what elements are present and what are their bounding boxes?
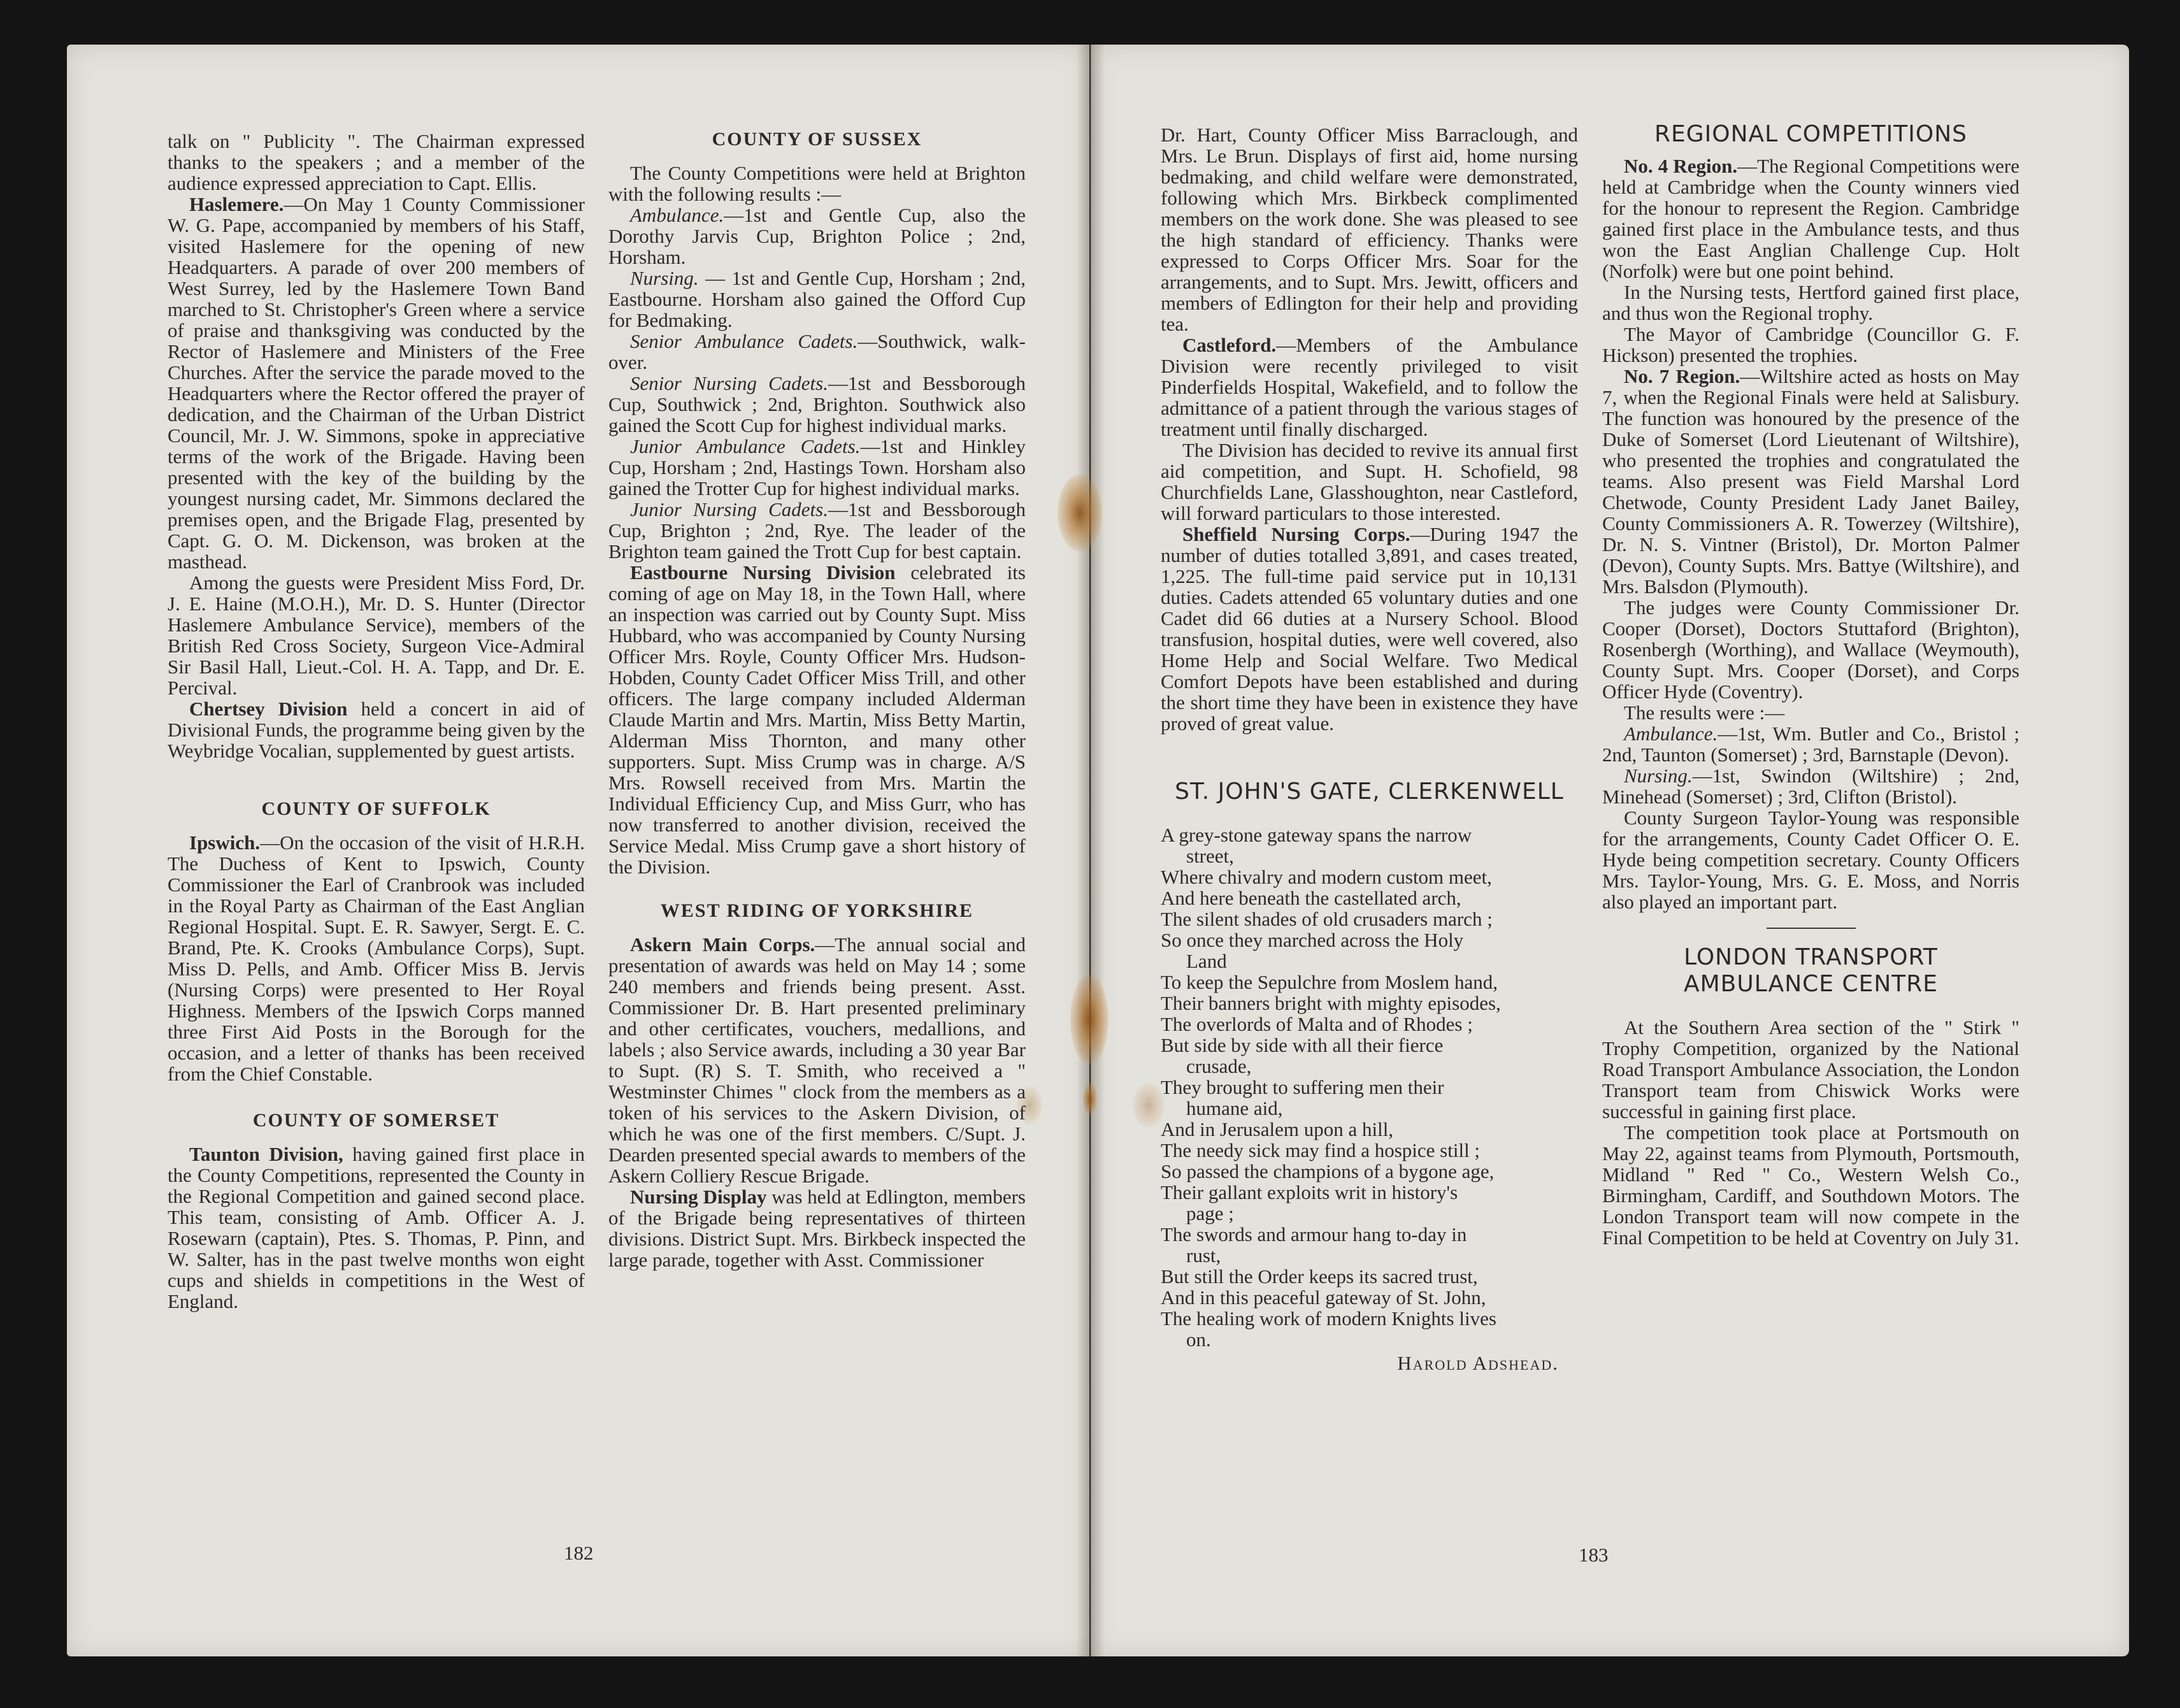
section-heading: WEST RIDING OF YORKSHIRE — [660, 900, 974, 921]
lead-in: Nursing Display — [630, 1186, 767, 1208]
paragraph-text: —During 1947 the number of duties totalled 3,891, and cases treated, 1,225. The full-time paid service put in 10,131 duties. Cadets attended 65 voluntary duties and one Cadet did 66 duties at a Nursery School. Blood transfusion, hospital duties, were well covered, also Home Help and Social Welfare. Two Medical Comfort Depots have been established and during the short time they have been in existence they have proved of great value. — [1161, 523, 1578, 735]
paragraph: talk on " Publicity ". The Chairman expressed thanks to the speakers ; and a member of the audience expressed appreciation to Capt. Ellis. — [168, 130, 585, 194]
poem-line: But still the Order keeps its sacred trust, — [1161, 1265, 1478, 1288]
lead-in: No. 7 Region. — [1624, 365, 1740, 387]
paragraph: At the Southern Area section of the " Stirk " Trophy Competition, organized by the National Road Transport Ambulance Association, the London Transport team from Chiswick Works were successful in gaining first place. — [1602, 1016, 2019, 1123]
paragraph-text: — 1st and Gentle Cup, Horsham ; 2nd, Eastbourne. Horsham also gained the Offord Cup for Bedmaking. — [608, 267, 1026, 331]
lead-in: Askern Main Corps. — [630, 933, 815, 956]
paragraph: The Mayor of Cambridge (Councillor G. F. Hickson) presented the trophies. — [1602, 323, 2019, 366]
paragraph-text: —On the occasion of the visit of H.R.H. The Duchess of Kent to Ipswich, County Commissioner the Earl of Cranbrook was included in the Royal Party as Chairman of the East Anglian Regional Hospital. Supt. E. R. Sawyer, Sergt. E. C. Brand, Pte. K. Crooks (Ambulance Corps), Supt. Miss D. Pells, and Amb. Officer Miss B. Jervis (Nursing Corps) were presented to Her Royal Highness. Members of the Ipswich Corps manned three First Aid Posts in the Borough for the occasion, and a letter of thanks has been received from the Chief Constable. — [168, 831, 585, 1085]
lead-in: Taunton Division, — [189, 1143, 343, 1165]
paragraph-text: having gained first place in the County Competitions, represented the County in the Regional Competition and gained second place. This team, consisting of Amb. Officer A. J. Rosewarn (captain), Ptes. S. Thomas, P. Pinn, and W. Salter, has in the past twelve months won eight cups and shields in competitions in the West of England. — [168, 1143, 585, 1312]
poem-line: The swords and armour hang to-day in — [1161, 1223, 1467, 1245]
poem-author: Harold Adshead. — [1397, 1352, 1559, 1374]
paragraph-text: —Wiltshire acted as hosts on May 7, when the Regional Finals were held at Salisbury. The function was honoured by the presence of the Duke of Somerset (Lord Lieutenant of Wiltshire), who presented the trophies and congratulated the teams. Also present was Field Marshal Lord Chetwode, County President Lady Janet Bailey, County Commissioners A. R. Towerzey (Wiltshire), Dr. N. S. Vintner (Bristol), Dr. Morton Palmer (Devon), County Supts. Mrs. Battye (Wiltshire), and Mrs. Balsdon (Plymouth). — [1602, 365, 2019, 598]
divider-rule — [1767, 928, 1856, 929]
poem-line: And in this peaceful gateway of St. John, — [1161, 1286, 1486, 1309]
paragraph — [168, 832, 585, 1084]
paragraph: The judges were County Commissioner Dr. Cooper (Dorset), Doctors Stuttaford (Brighton), Rosenbergh (Worthing), and Wallace (Weymouth), County Supt. Mrs. Cooper (Dorset), and Corps Officer Hyde (Coventry). — [1602, 596, 2019, 703]
section-heading: ST. JOHN'S GATE, CLERKENWELL — [1175, 779, 1564, 805]
poem-line: The needy sick may find a hospice still ; — [1161, 1139, 1481, 1161]
poem-line: Their gallant exploits writ in history's — [1161, 1181, 1458, 1203]
paragraph — [1161, 334, 1578, 440]
page-gutter — [1077, 45, 1105, 1656]
result-label: Junior Nursing Cadets. — [630, 498, 828, 520]
paragraph — [608, 436, 1026, 499]
paragraph — [1161, 524, 1578, 734]
poem-line: The overlords of Malta and of Rhodes ; — [1161, 1013, 1473, 1035]
paragraph — [1602, 723, 2019, 765]
poem-line: So once they marched across the Holy — [1161, 929, 1464, 951]
rust-stain — [1083, 1083, 1097, 1115]
paragraph-text: —Southwick, walk-over. — [608, 330, 1026, 373]
lead-in: Haslemere. — [189, 193, 284, 215]
rust-stain — [1133, 1083, 1165, 1128]
section-heading: COUNTY OF SOMERSET — [252, 1110, 500, 1131]
heading-line: LONDON TRANSPORT — [1684, 944, 1938, 970]
lead-in: Castleford. — [1182, 334, 1277, 356]
paragraph — [608, 205, 1026, 268]
poem-line: So passed the champions of a bygone age, — [1161, 1160, 1495, 1182]
paragraph — [1602, 155, 2019, 282]
paragraph — [168, 1144, 585, 1312]
paragraph-text: —1st, Wm. Butler and Co., Bristol ; 2nd, Taunton (Somerset) ; 3rd, Barnstaple (Devon). — [1602, 722, 2019, 766]
paragraph-text: —1st and Gentle Cup, also the Dorothy Jarvis Cup, Brighton Police ; 2nd, Horsham. — [608, 204, 1026, 268]
section-heading: COUNTY OF SUSSEX — [712, 129, 922, 150]
paragraph: County Surgeon Taylor-Young was responsible for the arrangements, County Cadet Officer O. E. Hyde being competition secretary. County Officers Mrs. Taylor-Young, Mrs. G. E. Moss, and Norris also played an important part. — [1602, 807, 2019, 913]
rust-stain — [1070, 975, 1108, 1064]
lead-in: Eastbourne Nursing Division — [630, 561, 896, 584]
paragraph — [608, 373, 1026, 436]
section-heading: REGIONAL COMPETITIONS — [1654, 121, 1967, 147]
paragraph — [608, 499, 1026, 562]
poem-line: A grey-stone gateway spans the narrow — [1161, 824, 1472, 846]
poem-line: street, — [1186, 845, 1234, 867]
paragraph: The results were :— — [1624, 701, 1785, 724]
lead-in: No. 4 Region. — [1624, 155, 1738, 177]
heading-line: AMBULANCE CENTRE — [1683, 971, 1939, 997]
poem-line: They brought to suffering men their — [1161, 1076, 1444, 1098]
paragraph — [608, 331, 1026, 373]
page-number: 182 — [564, 1542, 594, 1564]
poem-line: And in Jerusalem upon a hill, — [1161, 1118, 1394, 1140]
left-column-2 — [608, 129, 1026, 1270]
poem-line: Land — [1186, 950, 1227, 972]
result-label: Senior Ambulance Cadets. — [630, 330, 858, 352]
paragraph — [1602, 765, 2019, 807]
paragraph — [608, 562, 1026, 877]
section-heading: COUNTY OF SUFFOLK — [261, 798, 491, 819]
poem-line: rust, — [1186, 1244, 1221, 1267]
paragraph-text: —1st and Hinkley Cup, Horsham ; 2nd, Hastings Town. Horsham also gained the Trotter Cup for highest individual marks. — [608, 435, 1026, 499]
paragraph-text: held a concert in aid of Divisional Funds, the programme being given by the Weybridge Vocalian, supplemented by guest artists. — [168, 698, 585, 762]
paragraph — [608, 934, 1026, 1186]
poem-line: on. — [1186, 1328, 1211, 1351]
poem-line: crusade, — [1186, 1055, 1252, 1077]
poem-line: Their banners bright with mighty episodes, — [1161, 992, 1501, 1014]
paragraph: Among the guests were President Miss Ford, Dr. J. E. Haine (M.O.H.), Mr. D. S. Hunter (Director Haslemere Ambulance Service), members of the British Red Cross Society, Surgeon Vice-Admiral Sir Basil Hall, Lieut.-Col. H. A. Tapp, and Dr. E. Percival. — [168, 571, 585, 699]
poem-line: But side by side with all their fierce — [1161, 1034, 1444, 1056]
paragraph: In the Nursing tests, Hertford gained first place, and thus won the Regional trophy. — [1602, 281, 2019, 324]
paragraph — [608, 1186, 1026, 1270]
paragraph: Dr. Hart, County Officer Miss Barraclough, and Mrs. Le Brun. Displays of first aid, home nursing bedmaking, and child welfare were demonstrated, following which Mrs. Birkbeck complimented members on the work done. She was pleased to see the high standard of efficiency. Thanks were expressed to Corps Officer Mrs. Soar for the arrangements, and to Supt. Mrs. Jewitt, officers and members of Edlington for their help and providing tea. — [1161, 124, 1578, 335]
paragraph-text: —The Regional Competitions were held at Cambridge when the County winners vied for the honour to represent the Region. Cambridge gained first place in the Ambulance tests, and thus won the East Anglian Challenge Cup. Holt (Norfolk) were but one point behind. — [1602, 155, 2019, 282]
result-label: Ambulance. — [630, 204, 724, 226]
rust-stain — [1058, 475, 1102, 551]
result-label: Nursing. — [1624, 764, 1693, 787]
poem-line: And here beneath the castellated arch, — [1161, 887, 1461, 909]
result-label: Ambulance. — [1624, 722, 1718, 745]
paragraph-text: —On May 1 County Commissioner W. G. Pape, accompanied by members of his Staff, visited Haslemere for the opening of new Headquarters. A parade of over 200 members of West Surrey, led by the Haslemere Town Band marched to St. Christopher's Green where a service of praise and thanksgiving was conducted by the Rector of Haslemere and Ministers of the Free Churches. After the service the parade moved to the Headquarters where the Rector offered the prayer of dedication, and the Chairman of the Urban District Council, Mr. J. W. Simmons, spoke in appreciative terms of the work of the Brigade. Having been presented with the key of the building by the youngest nursing cadet, Mr. Simmons declared the premises open, and the Brigade Flag, presented by Capt. G. O. M. Dickenson, was broken at the masthead. — [168, 193, 585, 573]
paragraph: The Division has decided to revive its annual first aid competition, and Supt. H. Schofield, 98 Churchfields Lane, Glasshoughton, near Castleford, will forward particulars to those interested. — [1161, 439, 1578, 524]
paragraph — [1602, 366, 2019, 597]
paragraph — [608, 268, 1026, 331]
paragraph-text: —The annual social and presentation of awards was held on May 14 ; some 240 members and friends being present. Asst. Commissioner Dr. B. Hart presented preliminary and other certificates, vouchers, medallions, and labels ; also Service awards, including a 30 year Bar to Supt. (R) S. T. Smith, who received a " Westminster Chimes " clock from the members as a token of his services to the Askern Division, of which he was one of the first members. C/Supt. J. Dearden presented special awards to members of the Askern Colliery Rescue Brigade. — [608, 933, 1026, 1187]
poem-line: page ; — [1186, 1202, 1234, 1224]
result-label: Junior Ambulance Cadets. — [630, 435, 861, 457]
lead-in: Ipswich. — [189, 831, 261, 854]
poem-line: To keep the Sepulchre from Moslem hand, — [1161, 971, 1498, 993]
left-column-1 — [168, 131, 585, 1312]
page-number: 183 — [1579, 1544, 1609, 1566]
result-label: Senior Nursing Cadets. — [630, 372, 828, 394]
paragraph-text: —1st and Bessborough Cup, Southwick ; 2nd, Brighton. Southwick also gained the Scott Cup for highest individual marks. — [608, 372, 1026, 436]
result-label: Nursing. — [630, 267, 699, 289]
section-heading — [1602, 944, 2019, 998]
paragraph-text: was held at Edlington, members of the Brigade being representatives of thirteen divisions. District Supt. Mrs. Birkbeck inspected the large parade, together with Asst. Commissioner — [608, 1186, 1026, 1271]
poem-line: humane aid, — [1186, 1097, 1283, 1119]
paragraph-text: celebrated its coming of age on May 18, in the Town Hall, where an inspection was carried out by County Supt. Miss Hubbard, who was accompanied by County Nursing Officer Mrs. Royle, County Officer Mrs. Hudson-Hobden, County Cadet Officer Miss Trill, and other officers. The large company included Alderman Claude Martin and Mrs. Martin, Miss Betty Martin, Alderman Miss Thornton, and many other supporters. Supt. Miss Crump was in charge. A/S Mrs. Rowsell received from Mrs. Martin the Individual Efficiency Cup, and Miss Gurr, who has now transferred to another division, received the Service Medal. Miss Crump gave a short history of the Division. — [608, 561, 1026, 878]
paragraph — [168, 194, 585, 572]
poem-line: The healing work of modern Knights lives — [1161, 1307, 1496, 1330]
paragraph: The County Competitions were held at Brighton with the following results :— — [608, 162, 1026, 205]
paragraph: The competition took place at Portsmouth on May 22, against teams from Plymouth, Portsmouth, Midland " Red " Co., Western Welsh Co., Birmingham, Cardiff, and Southdown Motors. The London Transport team will now compete in the Final Competition to be held at Coventry on July 31. — [1602, 1121, 2019, 1249]
paragraph-text: —1st, Swindon (Wiltshire) ; 2nd, Minehead (Somerset) ; 3rd, Clifton (Bristol). — [1602, 764, 2019, 808]
right-column-1 — [1161, 124, 1578, 1374]
right-column-2 — [1602, 121, 2019, 1248]
poem-line: The silent shades of old crusaders march ; — [1161, 908, 1493, 930]
paragraph — [168, 698, 585, 761]
paragraph-text: —Members of the Ambulance Division were recently privileged to visit Pinderfields Hospital, Wakefield, and to follow the admittance of a patient through the various stages of treatment until finally discharged. — [1161, 334, 1578, 440]
poem — [1161, 824, 1578, 1350]
lead-in: Chertsey Division — [189, 698, 348, 720]
lead-in: Sheffield Nursing Corps. — [1182, 523, 1410, 545]
poem-line: Where chivalry and modern custom meet, — [1161, 866, 1492, 888]
paragraph-text: —1st and Bessborough Cup, Brighton ; 2nd, Rye. The leader of the Brighton team gained the Trott Cup for best captain. — [608, 498, 1026, 563]
